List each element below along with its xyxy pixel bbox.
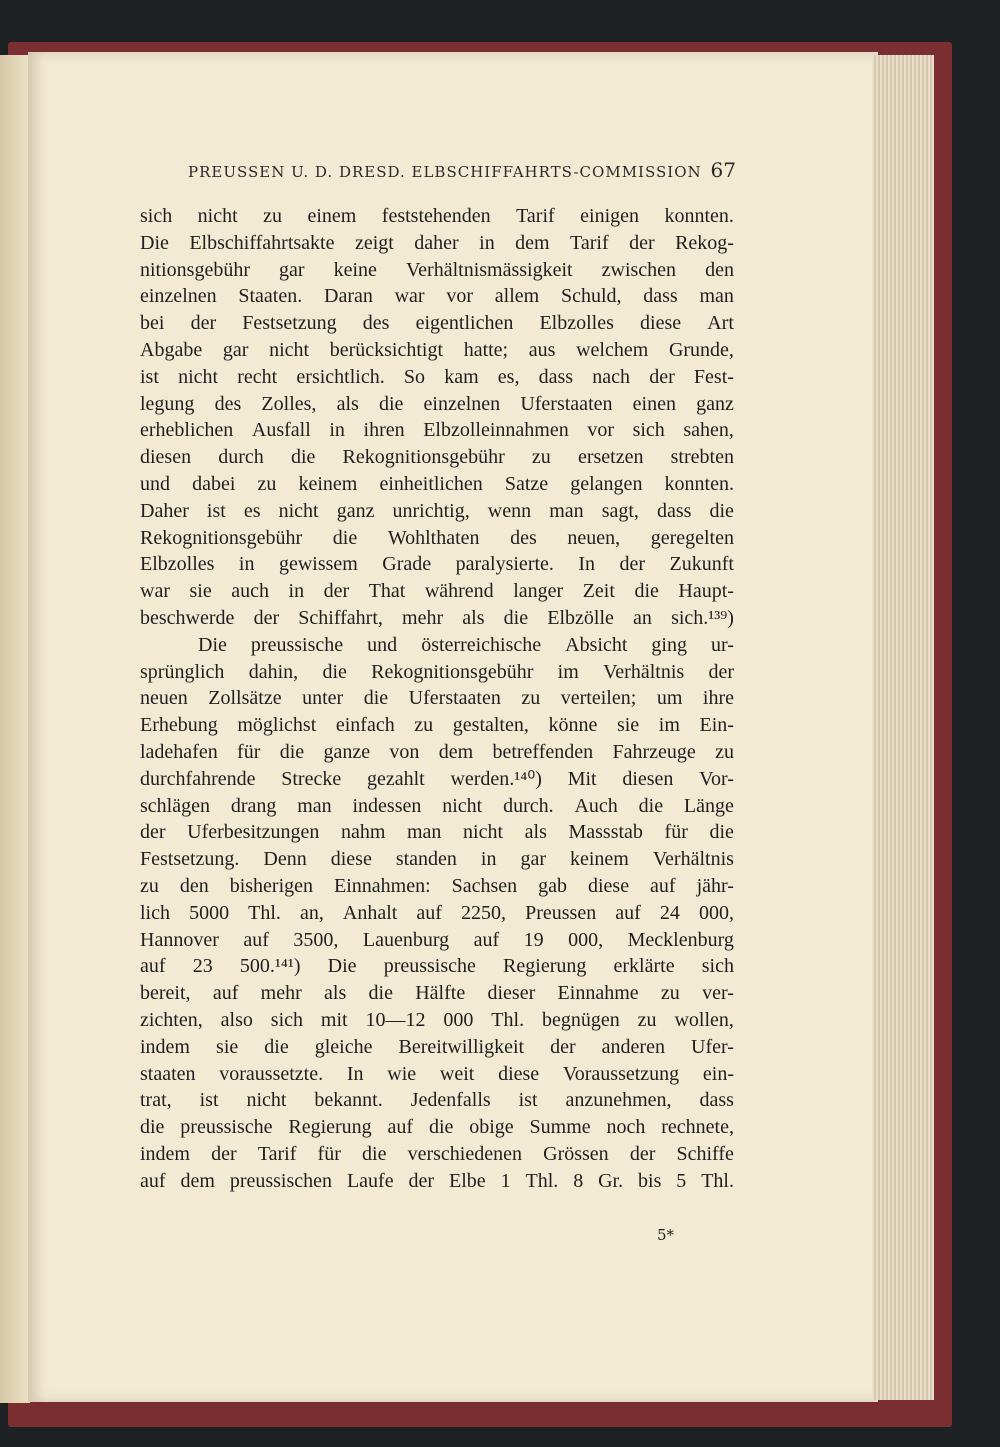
text-line: war sie auch in der That während langer Zeit die Haupt-: [140, 580, 734, 603]
text-line: staaten voraussetzte. In wie weit diese Voraussetzung ein-: [140, 1062, 734, 1085]
text-line: zu den bisherigen Einnahmen: Sachsen gab diese auf jähr-: [140, 874, 734, 897]
text-line: beschwerde der Schiffahrt, mehr als die Elbzölle an sich.¹³⁹): [140, 606, 734, 629]
text-line: Die Elbschiffahrtsakte zeigt daher in dem Tarif der Rekog-: [140, 231, 734, 254]
text-line: indem der Tarif für die verschiedenen Grössen der Schiffe: [140, 1142, 734, 1165]
text-line: Abgabe gar nicht berücksichtigt hatte; aus welchem Grunde,: [140, 338, 734, 361]
page-stack-edges: [872, 55, 934, 1400]
text-line: sprünglich dahin, die Rekognitionsgebühr im Verhältnis der: [140, 660, 734, 683]
running-header: [188, 158, 736, 182]
signature-mark: 5*: [657, 1226, 675, 1244]
page-number: 67: [710, 158, 736, 182]
text-line: neuen Zollsätze unter die Uferstaaten zu verteilen; um ihre: [140, 687, 734, 710]
text-line: schlägen drang man indessen nicht durch. Auch die Länge: [140, 794, 734, 817]
text-line: und dabei zu keinem einheitlichen Satze gelangen konnten.: [140, 472, 734, 495]
text-line: Rekognitionsgebühr die Wohlthaten des neuen, geregelten: [140, 526, 734, 549]
text-line: der Uferbesitzungen nahm man nicht als Massstab für die: [140, 821, 734, 844]
text-line: Hannover auf 3500, Lauenburg auf 19 000, Mecklenburg: [140, 928, 734, 951]
text-line: lich 5000 Thl. an, Anhalt auf 2250, Preussen auf 24 000,: [140, 901, 734, 924]
text-line: ladehafen für die ganze von dem betreffenden Fahrzeuge zu: [140, 740, 734, 763]
text-line: auf dem preussischen Laufe der Elbe 1 Thl. 8 Gr. bis 5 Thl.: [140, 1169, 734, 1192]
previous-page-edge: [0, 55, 30, 1403]
text-line: durchfahrende Strecke gezahlt werden.¹⁴⁰) Mit diesen Vor-: [140, 767, 734, 790]
text-line: bereit, auf mehr als die Hälfte dieser Einnahme zu ver-: [140, 982, 734, 1005]
text-line: Die preussische und österreichische Absicht ging ur-: [198, 633, 734, 656]
text-line: bei der Festsetzung des eigentlichen Elbzolles diese Art: [140, 312, 734, 335]
body-text: [140, 203, 734, 1194]
text-line: die preussische Regierung auf die obige Summe noch rechnete,: [140, 1116, 734, 1139]
text-line: erheblichen Ausfall in ihren Elbzolleinnahmen vor sich sahen,: [140, 419, 734, 442]
text-line: trat, ist nicht bekannt. Jedenfalls ist anzunehmen, dass: [140, 1089, 734, 1112]
text-line: ist nicht recht ersichtlich. So kam es, dass nach der Fest-: [140, 365, 734, 388]
text-line: Erhebung möglichst einfach zu gestalten, könne sie im Ein-: [140, 714, 734, 737]
text-line: diesen durch die Rekognitionsgebühr zu ersetzen strebten: [140, 446, 734, 469]
text-line: nitionsgebühr gar keine Verhältnismässigkeit zwischen den: [140, 258, 734, 281]
text-line: einzelnen Staaten. Daran war vor allem Schuld, dass man: [140, 285, 734, 308]
text-line: auf 23 500.¹⁴¹) Die preussische Regierung erklärte sich: [140, 955, 734, 978]
text-line: sich nicht zu einem feststehenden Tarif einigen konnten.: [140, 205, 734, 227]
text-line: Festsetzung. Denn diese standen in gar keinem Verhältnis: [140, 848, 734, 871]
text-line: Elbzolles in gewissem Grade paralysierte. In der Zukunft: [140, 553, 734, 576]
text-line: zichten, also sich mit 10—12 000 Thl. begnügen zu wollen,: [140, 1008, 734, 1031]
text-line: legung des Zolles, als die einzelnen Uferstaaten einen ganz: [140, 392, 734, 415]
text-line: Daher ist es nicht ganz unrichtig, wenn man sagt, dass die: [140, 499, 734, 522]
running-title: PREUSSEN U. D. DRESD. ELBSCHIFFAHRTS-COMMISSION: [188, 163, 702, 181]
text-line: indem sie die gleiche Bereitwilligkeit der anderen Ufer-: [140, 1035, 734, 1058]
